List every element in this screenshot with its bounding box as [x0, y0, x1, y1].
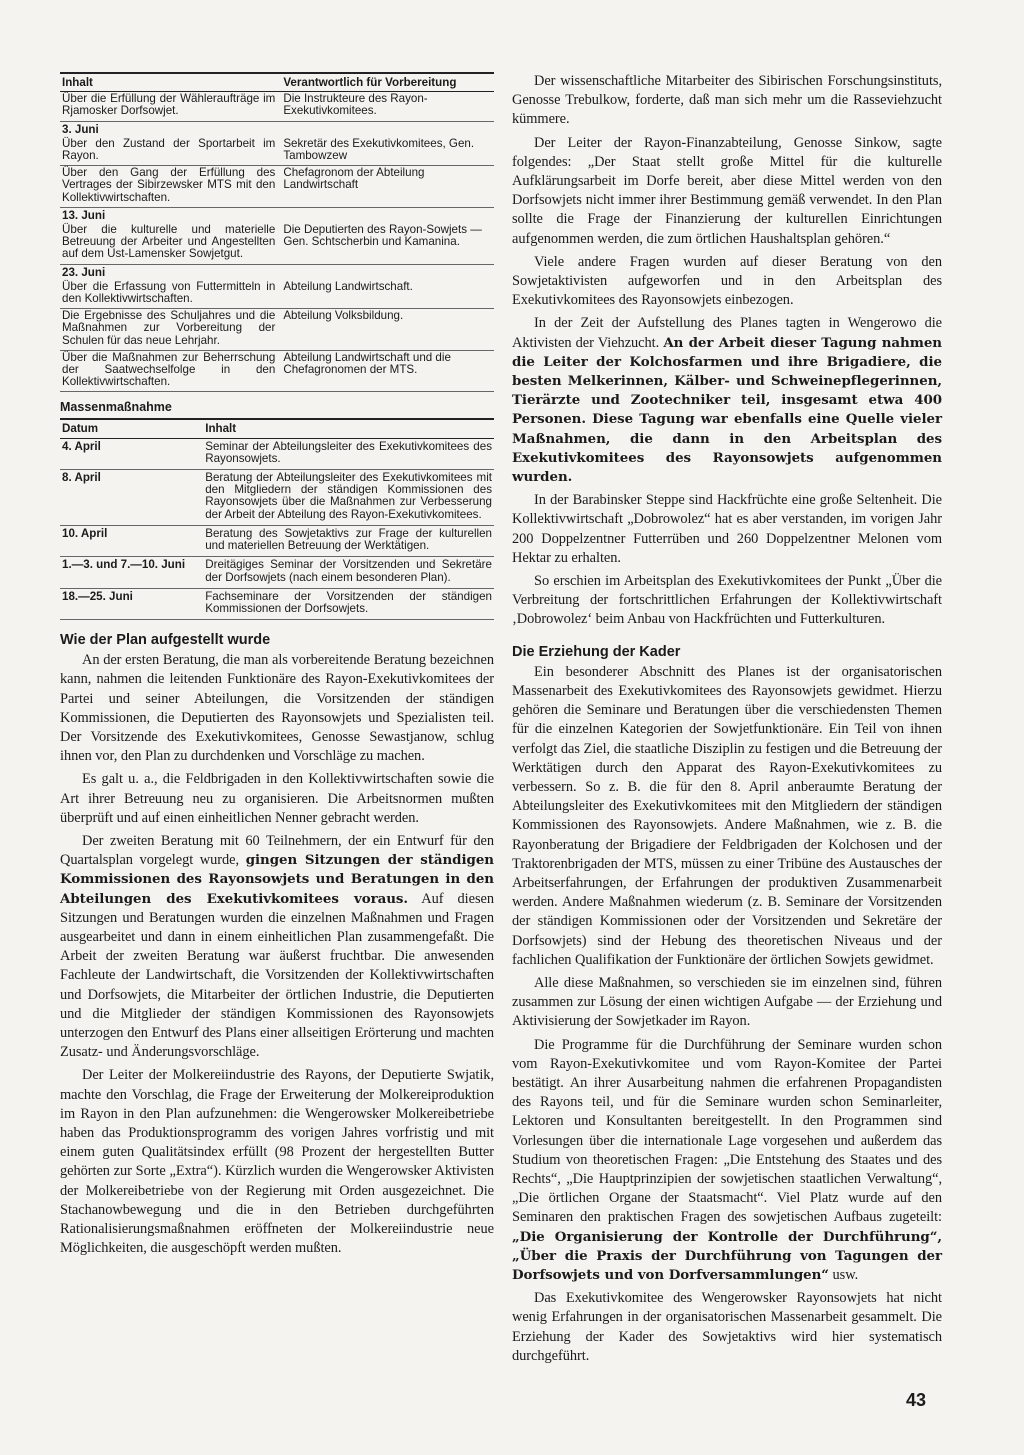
- table-row: [60, 166, 494, 208]
- table-cell-inhalt: Über den Gang der Erfüllung des Vertrages der Sibirzewsker MTS mit den Kollektivwirtschaften.: [60, 166, 281, 208]
- table-cell-datum: 18.—25. Juni: [60, 588, 203, 619]
- table-date-row: [60, 264, 494, 280]
- page-number: 43: [906, 1390, 927, 1410]
- paragraph-text: Der zweiten Beratung mit 60 Teilnehmern, der ein Entwurf für den Quartalsplan vorgelegt wurde,: [60, 832, 494, 869]
- table-row: [60, 470, 494, 526]
- table-date-row: [60, 121, 494, 137]
- table-cell-datum: 4. April: [60, 438, 203, 469]
- paragraph-text: Auf diesen Sitzungen und Beratungen wurden die einzelnen Maßnahmen und Fragen ausgearbeitet und dann in einem einheitlichen Plan zusammengefaßt. Die Arbeit der zweiten Beratung war äußerst fruchtbar. Die anwesenden Fachleute der Landwirtschaft, die Vorsitzenden der Kollektivwirtschaften und Dorfsowjets, die Mitarbeiter der örtlichen Industrie, die Deputierten und die Mitglieder der ständigen Kommissionen des Rayonsowjets unterzogen den Entwurf des Plans einer allseitigen Erörterung und machten Zusatz- und Änderungsvorschläge.: [60, 890, 494, 1061]
- mass-measures-table: [60, 418, 494, 620]
- table-row: [60, 280, 494, 309]
- table-cell-inhalt: Seminar der Abteilungsleiter des Exekutivkomitees des Rayonsowjets.: [203, 438, 494, 469]
- paragraph: Alle diese Maßnahmen, so verschieden sie im einzelnen sind, führen zusammen zur Lösung der einen wichtigen Aufgabe — der Erziehung und Aktivisierung der Sowjetkader im Rayon.: [512, 974, 942, 1030]
- table-cell-inhalt: Beratung der Abteilungsleiter des Exekutivkomitees mit den Mitgliedern der ständigen Kommissionen des Rayonsowjets über die Maßnahmen zur Verbesserung der Arbeit der Abteilung des Rayon-Exekutivkomitees.: [203, 470, 494, 526]
- paragraph: An der ersten Beratung, die man als vorbereitende Beratung bezeichnen kann, nahmen die leitenden Funktionäre des Rayon-Exekutivkomitees der Partei und seiner Abteilungen, die Vorsitzenden der ständigen Kommissionen, die Deputierten des Rayonsowjets und Spezialisten teil. Der Vorsitzende des Exekutivkomitees, Genosse Sewastjanow, schlug ihnen vor, den Plan zu durchdenken und Vorschläge zu machen.: [60, 652, 494, 765]
- table-cell-verantwortlich: Abteilung Volksbildung.: [281, 309, 494, 351]
- paragraph: [512, 314, 942, 487]
- plan-table-header-verantwortlich: Verantwortlich für Vorbereitung: [281, 73, 494, 92]
- table-cell-inhalt: Die Ergebnisse des Schuljahres und die Maßnahmen zur Vorbereitung der Schulen für das neue Lehrjahr.: [60, 309, 281, 351]
- table-cell-datum: 10. April: [60, 525, 203, 556]
- section-heading-kader: Die Erziehung der Kader: [512, 643, 681, 660]
- paragraph: Ein besonderer Abschnitt des Planes ist der organisatorischen Massenarbeit des Exekutivkomitees des Rayonsowjets gewidmet. Hierzu gehören die Seminare und Beratungen über die verschiedensten Themen für die einzelnen Kategorien der Sowjetfunktionäre. Ein Teil von ihnen verfolgt das Ziel, die staatliche Disziplin zu festigen und die Betreuung der Werktätigen durch den Apparat des Rayon-Exekutivkomitees zu verbessern. So z. B. die für den 8. April anberaumte Beratung der Abteilungsleiter des Exekutivkomitees mit den Mitgliedern der ständigen Kommissionen des Rayonsowjets. Andere Maßnahmen, wie z. B. die Rayonberatung der Brigadiere der Feldbrigaden der Kolchosen und der Traktorenbrigaden der MTS, müssen zu einer Tribüne des Austausches der Arbeitserfahrungen, der Erfahrungen der produktiven Zusammenarbeit werden. Andere Maßnahmen wiederum (z. B. Seminare der Vorsitzenden der ständigen Kommissionen oder der Vorsitzenden und Sekretäre der Dorfsowjets) sind der Hebung des theoretischen Niveaus und der fachlichen Qualifikation der Funktionäre der örtlichen Sowjets gewidmet.: [512, 663, 942, 968]
- paragraph: Der Leiter der Molkereiindustrie des Rayons, der Deputierte Swjatik, machte den Vorschlag, die Frage der Erweiterung der Molkereiproduktion im Rayon in den Plan aufzunehmen: die Wengerowsker Molkereibetriebe haben das Produktionsprogramm des vorigen Jahres vorfristig und mit einem guten Qualitätsindex erfüllt (98 Prozent der hergestellten Butter gehörten zur Sorte „Extra“). Kürzlich wurden die Wengerowsker Aktivisten der Molkereibetriebe von der Regierung mit Orden ausgezeichnet. Die Stachanowbewegung und die in den Betrieben durchgeführten Rationalisierungsmaßnahmen eröffneten der Molkereiindustrie neue Möglichkeiten, die ausgeschöpft werden mußten.: [60, 1067, 494, 1257]
- plan-table-header: [60, 73, 494, 92]
- plan-table: [60, 72, 494, 392]
- mass-measures-header-datum: Datum: [60, 419, 203, 438]
- paragraph: Der wissenschaftliche Mitarbeiter des Sibirischen Forschungsinstituts, Genosse Trebulkow, forderte, daß man sich mehr um die Rasseviehzucht kümmere.: [512, 73, 942, 128]
- paragraph-text: Die Programme für die Durchführung der Seminare wurden schon vom Rayon-Exekutivkomitee und vom Rayon-Komitee der Partei bestätigt. An ihrer Ausarbeitung nahmen die erfahrenen Propagandisten des Rayons teil, und für die Seminare wurden schon Seminarleiter, Lektoren und Konsultanten bereitgestellt. In den Programmen sind Vorlesungen über die internationale Lage vorgesehen und außerdem das Studium von theoretischen Fragen: „Die Entstehung des Staates und des Rechts“, „Die Hauptprinzipien der sowjetischen staatlichen Verwaltung“, „Die örtlichen Organe der Staatsmacht“. Viel Platz wurde auf den Seminaren den praktischen Fragen des sowjetischen Aufbaus zugeteilt:: [512, 1036, 942, 1226]
- table-row: [60, 309, 494, 351]
- table-cell-inhalt: Beratung des Sowjetaktivs zur Frage der kulturellen und materiellen Betreuung der Werktätigen.: [203, 525, 494, 556]
- table-cell-inhalt: Über die Erfassung von Futtermitteln in den Kollektivwirtschaften.: [60, 280, 281, 309]
- paragraph: Es galt u. a., die Feldbrigaden in den Kollektivwirtschaften sowie die Art ihrer Betreuung neu zu organisieren. Die Arbeitsnormen mußten überprüft und auf einen einheitlichen Nenner gebracht werden.: [60, 771, 494, 826]
- section-heading-plan: Wie der Plan aufgestellt wurde: [60, 632, 271, 649]
- table-row: [60, 350, 494, 392]
- table-row: [60, 525, 494, 556]
- paragraph: Das Exekutivkomitee des Wengerowsker Rayonsowjets hat nicht wenig Erfahrungen in der organisatorischen Massenarbeit gesammelt. Die Erziehung der Kader des Sowjetaktivs wird hier systematisch durchgeführt.: [512, 1290, 942, 1364]
- table-row: [60, 137, 494, 166]
- paragraph: [60, 832, 494, 1062]
- table-date: 13. Juni: [62, 208, 106, 222]
- mass-measures-header-inhalt: Inhalt: [203, 419, 494, 438]
- table-cell-datum: 1.—3. und 7.—10. Juni: [60, 557, 203, 588]
- table-cell-verantwortlich: Chefagronom der Abteilung Landwirtschaft: [281, 166, 494, 208]
- table-cell-inhalt: Über die Maßnahmen zur Beherrschung der Saatwechselfolge in den Kollektivwirtschaften.: [60, 350, 281, 392]
- mass-measures-title: Massenmaßnahme: [60, 400, 172, 415]
- paragraph: So erschien im Arbeitsplan des Exekutivkomitees der Punkt „Über die Verbreitung der fortschrittlichen Erfahrungen der Kollektivwirtschaft ‚Dobrowolez‘ beim Anbau von Hackfrüchten und Futterkulturen.: [512, 573, 942, 628]
- table-cell-inhalt: Über die kulturelle und materielle Betreuung der Arbeiter und Angestellten auf dem Ust-Lamensker Sowjetgut.: [60, 223, 281, 264]
- table-date: 23. Juni: [62, 265, 106, 279]
- table-row: [60, 438, 494, 469]
- table-cell-verantwortlich: Sekretär des Exekutivkomitees, Gen. Tambowzew: [281, 137, 494, 166]
- bold-text: An der Arbeit dieser Tagung nahmen die Leiter der Kolchosfarmen und ihre Brigadiere, die besten Melkerinnen, Kälber- und Schweinepflegerinnen, Tierärzte und Zootechniker teil, insgesamt etwa 400 Personen. Diese Tagung war ebenfalls eine Quelle vieler Maßnahmen, die dann in den Arbeitsplan des Exekutivkomitees des Rayonsowjets aufgenommen wurden.: [512, 334, 942, 486]
- table-cell-datum: 8. April: [60, 470, 203, 526]
- table-row: [60, 223, 494, 264]
- mass-measures-header: [60, 419, 494, 438]
- table-cell-verantwortlich: Abteilung Landwirtschaft.: [281, 280, 494, 309]
- paragraph: [512, 1036, 942, 1286]
- paragraph: Der Leiter der Rayon-Finanzabteilung, Genosse Sinkow, sagte folgendes: „Der Staat stellt große Mittel für die kulturelle Aufklärungsarbeit im Dorfe bereit, aber diese Mittel werden von den Dorfsowjets nicht immer ihrer Bestimmung gemäß verwendet. In den Plan sollte die Frage der Finanzierung der kulturellen Einrichtungen aufgenommen werden, die zum örtlichen Haushaltsplan gehören.“: [512, 134, 942, 247]
- table-cell-inhalt: Über die Erfüllung der Wähleraufträge im Rjamosker Dorfsowjet.: [60, 92, 281, 121]
- bold-text: „Die Organisierung der Kontrolle der Durchführung“, „Über die Praxis der Durchführung von Tagungen der Dorfsowjets und von Dorfversammlungen“: [512, 1228, 942, 1283]
- paragraph-text: usw.: [832, 1266, 859, 1283]
- bold-text: gingen Sitzungen der ständigen Kommissionen des Rayonsowjets und Beratungen in den Abteilungen des Exekutivkomitees voraus.: [60, 852, 494, 907]
- table-row: [60, 588, 494, 619]
- table-cell-verantwortlich: Abteilung Landwirtschaft und die Chefagronomen der MTS.: [281, 350, 494, 392]
- paragraph-text: In der Zeit der Aufstellung des Planes tagten in Wengerowo die Aktivisten der Viehzucht.: [512, 315, 942, 351]
- plan-table-header-inhalt: Inhalt: [60, 73, 281, 92]
- paragraph: Viele andere Fragen wurden auf dieser Beratung von den Sowjetaktivisten aufgeworfen und in den Arbeitsplan des Exekutivkomitees des Rayonsowjets einbezogen.: [512, 253, 942, 309]
- table-row: [60, 557, 494, 588]
- table-row: [60, 92, 494, 121]
- table-cell-inhalt: Über den Zustand der Sportarbeit im Rayon.: [60, 137, 281, 166]
- table-date-row: [60, 207, 494, 223]
- table-date: 3. Juni: [62, 122, 99, 136]
- table-cell-verantwortlich: Die Deputierten des Rayon-Sowjets — Gen. Schtscherbin und Kamanina.: [281, 223, 494, 264]
- table-cell-inhalt: Dreitägiges Seminar der Vorsitzenden und Sekretäre der Dorfsowjets (nach einem besonderen Plan).: [203, 557, 494, 588]
- table-cell-verantwortlich: Die Instrukteure des Rayon-Exekutivkomitees.: [281, 92, 494, 121]
- right-column: [512, 72, 942, 1370]
- paragraph: In der Barabinsker Steppe sind Hackfrüchte eine große Seltenheit. Die Kollektivwirtschaft „Dobrowolez“ hat es aber verstanden, im vorigen Jahr 200 Doppelzentner Futterrüben und 260 Doppelzentner Melonen vom Hektar zu erhalten.: [512, 492, 942, 566]
- table-cell-inhalt: Fachseminare der Vorsitzenden der ständigen Kommissionen der Dorfsowjets.: [203, 588, 494, 619]
- left-column: [60, 72, 494, 1262]
